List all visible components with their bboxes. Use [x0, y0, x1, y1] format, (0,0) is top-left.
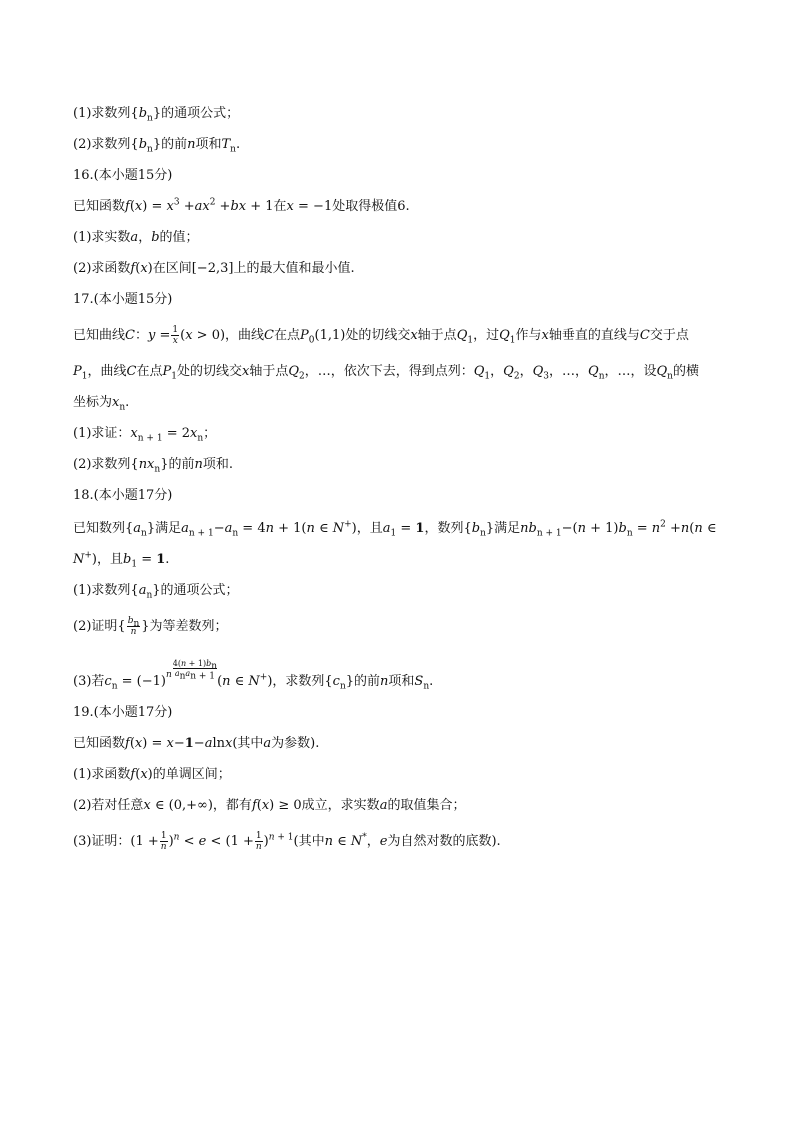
- problem-17-statement-2: $P_1$，曲线C在点$P_1$处的切线交x轴于点$Q_2$，…，依次下去，得到点列：$Q_1$，$Q_2$，$Q_3$，…，$Q_n$，…，设$Q_n$的横: [73, 364, 699, 382]
- problem-19-part-1: (1)求函数f(x)的单调区间；: [73, 767, 231, 782]
- problem-16-header: 16.(本小题15分): [73, 168, 173, 183]
- problem-17-statement-1: 已知曲线C：y = $\frac{1}{x}$ (x > 0)，曲线C在点$P_0(1,1)$处的切线交x轴于点$Q_1$，过$Q_1$作与x轴垂直的直线与C交于点: [73, 325, 689, 346]
- problem-16-statement: 已知函数$f(x) = x^3 +ax^2 +bx + 1$在x = −1处取得极值6.: [73, 197, 410, 214]
- problem-17-part-1: (1)求证：$x_{n + 1} = 2x_n$；: [73, 426, 217, 444]
- problem-15-part-1: (1)求数列$\{b_n\}$的通项公式；: [73, 106, 240, 124]
- problem-17-header: 17.(本小题15分): [73, 292, 173, 307]
- problem-19-statement: 已知函数f(x) = x−1−alnx(其中a为参数).: [73, 736, 320, 751]
- problem-18-statement-2: N+)，且$b_1 = 1$.: [73, 550, 170, 570]
- problem-19-part-3: (3)证明：(1 + $\frac{1}{n}$ )$^n$ < e < (1 + $\frac{1}{n}$ )$^{n + 1}$(其中n ∈ N*，e为自然对数的底数).: [73, 831, 501, 852]
- problem-16-part-1: (1)求实数a，b的值；: [73, 230, 199, 245]
- problem-16-part-2: (2)求函数f(x)在区间[−2,3]上的最大值和最小值.: [73, 261, 355, 276]
- problem-18-part-3: (3)若$c_n = (-1)^n$ $\frac{4(n + 1)b_n}{a_na_{n + 1}}$ (n ∈ N+)，求数列$\{c_n\}$的前n项和$S_n$.: [73, 659, 434, 692]
- problem-18-part-1: (1)求数列$\{a_n\}$的通项公式；: [73, 583, 239, 601]
- problem-18-header: 18.(本小题17分): [73, 488, 173, 503]
- problem-19-header: 19.(本小题17分): [73, 705, 173, 720]
- problem-18-statement-1: 已知数列$\{a_n\}$满足$a_{n + 1}-a_n = 4n + 1(n$ ∈ N+)，且$a_1 = 1$，数列$\{b_n\}$满足$nb_{n + 1}-(n + 1)b_n = n^2 +n(n$ ∈: [73, 519, 717, 539]
- problem-17-part-2: (2)求数列$\{nx_n\}$的前n项和.: [73, 457, 233, 475]
- problem-17-statement-3: 坐标为$x_n$.: [73, 395, 130, 413]
- problem-18-part-2: (2)证明{ $\frac{b_n}{n}$ }为等差数列；: [73, 616, 228, 637]
- problem-19-part-2: (2)若对任意x ∈ (0,+∞)，都有f(x) ≥ 0成立，求实数a的取值集合；: [73, 798, 466, 813]
- problem-15-part-2: (2)求数列$\{b_n\}$的前n项和$T_n$.: [73, 137, 241, 155]
